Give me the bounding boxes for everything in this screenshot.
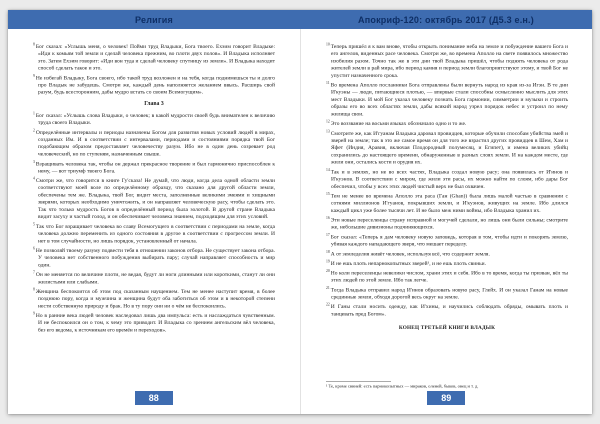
page-right (300, 29, 593, 414)
verse-number: 15 (325, 191, 330, 197)
verse (326, 249, 568, 257)
verse-number: 1 (33, 111, 35, 116)
verse-text: Смотрите же, как И'гуанам Владыка даровал провидцев, которые обучили способам убийства змей и зверей на земле; так в это же самое время он для того же взрастил других провидцев в Шем, Хам и Яфет (Индия, Аравия, включая Плодородный полумесяц, и Египет), и имена великих убийц сохранились до настоящего времени, обнаруженные в разных слоях земли. И на каждом месте, где жили они, остались кости и орудия их. (330, 130, 568, 166)
verse-number: 6 (33, 246, 35, 251)
header-section-label: Религия (135, 14, 173, 25)
verse-number: 2 (33, 127, 35, 133)
verse-text: И Ганы стали носить одежду, как И'хины, и научились соблюдать обряды, омывать плоть и танцевать пред Богом». (330, 303, 568, 317)
verse (326, 129, 568, 166)
verse-text: Определённые интервалы и периоды назначены Богом для развития новых условий людей в мирах, созданных Им. И в соответствии с интервалами, периодами и состояниями порядка твой Бог подобающим образом предоставляет человечеству разум. Ибо не в один день созревает род человеческий, но по ступеням, назначенным свыше. (35, 129, 275, 157)
verse-text: А от земледелия живёт человек, используя всё, что содержит земля. (330, 250, 490, 257)
verse (326, 259, 568, 267)
verse-number: 20 (325, 268, 330, 273)
verse (33, 42, 275, 72)
page-spread (8, 10, 592, 414)
verse (33, 270, 275, 285)
verse (326, 81, 568, 118)
verse (326, 119, 568, 127)
verse-text: Бог сказал: «Услышь меня, о человек! Пойми труд Владыки, Бога твоего. Ехэим говорит Владыке: «Иди к комьям той земли и сделай человека прежним, во плоти двух полов». И Владыка исполняет это. Затем Ехэим говорит: «Иди вон туда и сделай человеку спутницу из земли». И Владыка находит способ сделать такое и это. (35, 43, 275, 72)
verse-text: Но коли переселенцы невелики числом, храни этих и себя. Ибо в то время, когда ты призван, вёл ты этих людей по этой земле. Ибо так легче. (330, 269, 568, 284)
verse-number: 13 (325, 128, 330, 134)
page-number-right: 89 (427, 391, 465, 405)
verse-text: Не избегай Владыку, Бога своего, ибо такой труд возложен и на тебя, когда поднимешься ты и долго про Владык не забудешь. Смотри же, каждый день наполняется желанием ввысь. Расширь свой разум, будь всесторонним, дабы мудро встать со своим Всемогущим». (35, 74, 275, 96)
verse-text: Это воззвание на восьми языках обозначало одно и то же. (330, 120, 466, 127)
verse (326, 167, 568, 190)
verse (326, 269, 568, 284)
verse-text: Он не меняется по величине плоти, не ведая, будут ли ноги длинными или короткими, станут ли они жилистыми или слабыми. (35, 271, 275, 285)
verse-text: Смотри же, что говорится в книге Гу'сказа! Не думай, что люди, когда дела одной области земли соответствуют моей воле по определённому образцу, что сказано для другой области земли, обеспечены тем же. Владыка, твой Бог, видит места, заполненные великими змеями и хищными зверями, которых необходимо уничтожить, и он направляет человеческую расу, чтобы сделать это. Так что только мудрость Богов в определённый период была золотой. В другой стране Владыка видит засуху и частый голод, и он обеспечивает человека знанием, подходящим для этих условий. (35, 177, 275, 220)
verse (33, 176, 275, 220)
verse (33, 128, 275, 158)
verse-text: Так и в землях, но не во всех частях, Владыка создал новую расу; она появилась от И'инов и И'куэнов. В соответствии с миром, где жили эти расы, их можно найти по слоям, ибо дары Бог обеспечил, чтобы у всех этих людей чистый верх не был охвачен. (330, 168, 568, 190)
footnote-text: ¹ Те, кроме свиней: есть парнокопытных — мираков, оленей, быков, овец и т. д. (325, 383, 478, 389)
verse-text: Бог сказал: «Теперь я дам человеку новую заповедь, которая в том, чтобы идти и покорять землю, убивая каждого нападающего зверя, что мешает переделу. (330, 233, 568, 248)
verse-text: Бог сказал: «Услышь слова Владыки, о человек; в какой мудрости своей будь внимателен к величию труда своего Владыки. (35, 112, 275, 126)
verse-text: Теперь пришёл я к вам внове, чтобы открыть понимание неба на земле и побуждение вашего Бога и его ангелов, виденных расе человека. Смотри же, во времена Аполло на свете появилось множество изобилия разом. Точно так же в эти дни твой Владыка пришёл, чтобы поднять человека от рода жителей земли в рай мира, ибо период камня и период земли благоприятствуют этому, и твой Бог не упустит назначенного срока. (330, 43, 568, 79)
verse-number: 9 (33, 311, 35, 316)
page-right-content (326, 42, 568, 390)
verse (326, 42, 568, 79)
header-issue-title: Апокриф-120: октябрь 2017 (Д5.3 е.н.) (358, 14, 534, 25)
verse-number: 9 (33, 73, 35, 78)
verse-number: 14 (325, 167, 330, 172)
verse-text: Взращивать человека так, чтобы он держал прекрасное творение и был гармонично приспособлен к нему, — вот триумф твоего Бога. (35, 160, 275, 174)
verse-text: Женщина беспокоится об этом под сказанным наущением. Тем не менее наступит время, в более позднюю пору, когда и мужчина и женщина будут оба заботиться об этом и в некоторой степени нести собственную природу и брак. Но в ту пору они ни о чём не беспокоились. (35, 288, 275, 309)
verse-text: И не ешь плоть непарнокопытных зверей¹, и не ешь плоть свиньи. (330, 260, 486, 267)
verse-number: 19 (325, 258, 330, 264)
verse-number: 22 (325, 302, 330, 307)
verse (33, 73, 275, 96)
verse (326, 192, 568, 215)
pages-container (8, 29, 592, 414)
verse-text: Но в ранние века людей человек наследовал лишь два импульса: есть и наслаждаться чувственным. И не беспокоился он о том, к чему это приводит. И Владыка со зрением ангельским вёл человека, без его ведома, к источникам его времён и переходов». (35, 312, 275, 333)
footnote-area (326, 381, 508, 389)
verse (33, 159, 275, 174)
verse-number: 4 (33, 176, 35, 181)
verse (33, 111, 275, 126)
verse-list-left (33, 111, 275, 334)
verse-text: Тем не менее во времена Аполло эта раса (Ган (Ghan)) была лишь малой частью в сравнении с сотнями миллионов И'гуанов, покрывших земли, и И'куэнов, живущих на земле. Ибо длился каждый цикл уже более тысячи лет. И не было меж ними войны, ибо Владыка хранил их. (330, 192, 568, 214)
verse-text: Во времена Аполло посланники Бога отправлены были вернуть народ из края из-за Игэн. В те дни И'куэны — люди, питающиеся плотью, — впервые стали способны осмысленно мыслить для этих мест Владыки. И мой Бог указал человеку познать Бога гармонии, симметрии и музыки и строить образы его во всех областях земли, дабы всякий народ узрел порядок небес и устроил по нему жилища свои. (330, 81, 568, 117)
verse-number: 12 (325, 119, 330, 124)
verse-number: 18 (325, 249, 330, 254)
verse-text: Не позволяй твоему разуму подвести тебя в отношении законов отбора. Не существует закона отбора. У человека нет собственного побуждения выбирать пару; случай направляет способность и мир один. (35, 247, 275, 268)
verse-text: Тогда Владыка отправил народ И'инов образовать новую расу, Глейх. И он указал Ганам на новые срединные земли, обходя дорогой весь округ на земле. (330, 286, 568, 300)
verse-list-right (326, 42, 568, 318)
footnote-rule (326, 381, 391, 382)
verse-number: 17 (325, 232, 330, 237)
verse (33, 246, 275, 269)
page-left (8, 29, 300, 414)
verse-number: 3 (33, 159, 35, 164)
verse (33, 287, 275, 310)
verse-number: 8 (33, 42, 35, 47)
verse (326, 285, 568, 300)
verse-number: 11 (325, 80, 330, 86)
verse-number: 10 (325, 42, 330, 47)
verse (33, 222, 275, 245)
verse-number: 7 (33, 270, 35, 275)
verse-number: 8 (33, 287, 35, 292)
page-left-content (33, 42, 275, 390)
verse-text: Так что Бог взращивает человека во славу Всемогущего в соответствии с периодами на земле, когда человека должно переменить из одного состояния в другое в соответствии с прогрессом земли. И нет в том случайности, но лишь порядок, установленный от начала. (35, 223, 275, 244)
chapter-heading: Глава 3 (144, 100, 164, 107)
verse (326, 216, 568, 231)
verse-number: 16 (325, 215, 330, 221)
verse-list-intro (33, 42, 275, 96)
page-number-left: 88 (135, 391, 173, 405)
verse (326, 232, 568, 247)
book-ending-title: КОНЕЦ ТРЕТЬЕЙ КНИГИ ВЛАДЫК (398, 325, 495, 331)
verse (326, 302, 568, 317)
header-bar (8, 10, 592, 29)
verse-number: 5 (33, 221, 35, 227)
verse-number: 21 (325, 285, 330, 290)
verse (33, 311, 275, 334)
verse-text: Эти новые переселенцы страну исправной и могучей сделали, но лишь они были сильны; смотрите же, небольшие дивизионы подчиняющихся. (330, 216, 568, 231)
